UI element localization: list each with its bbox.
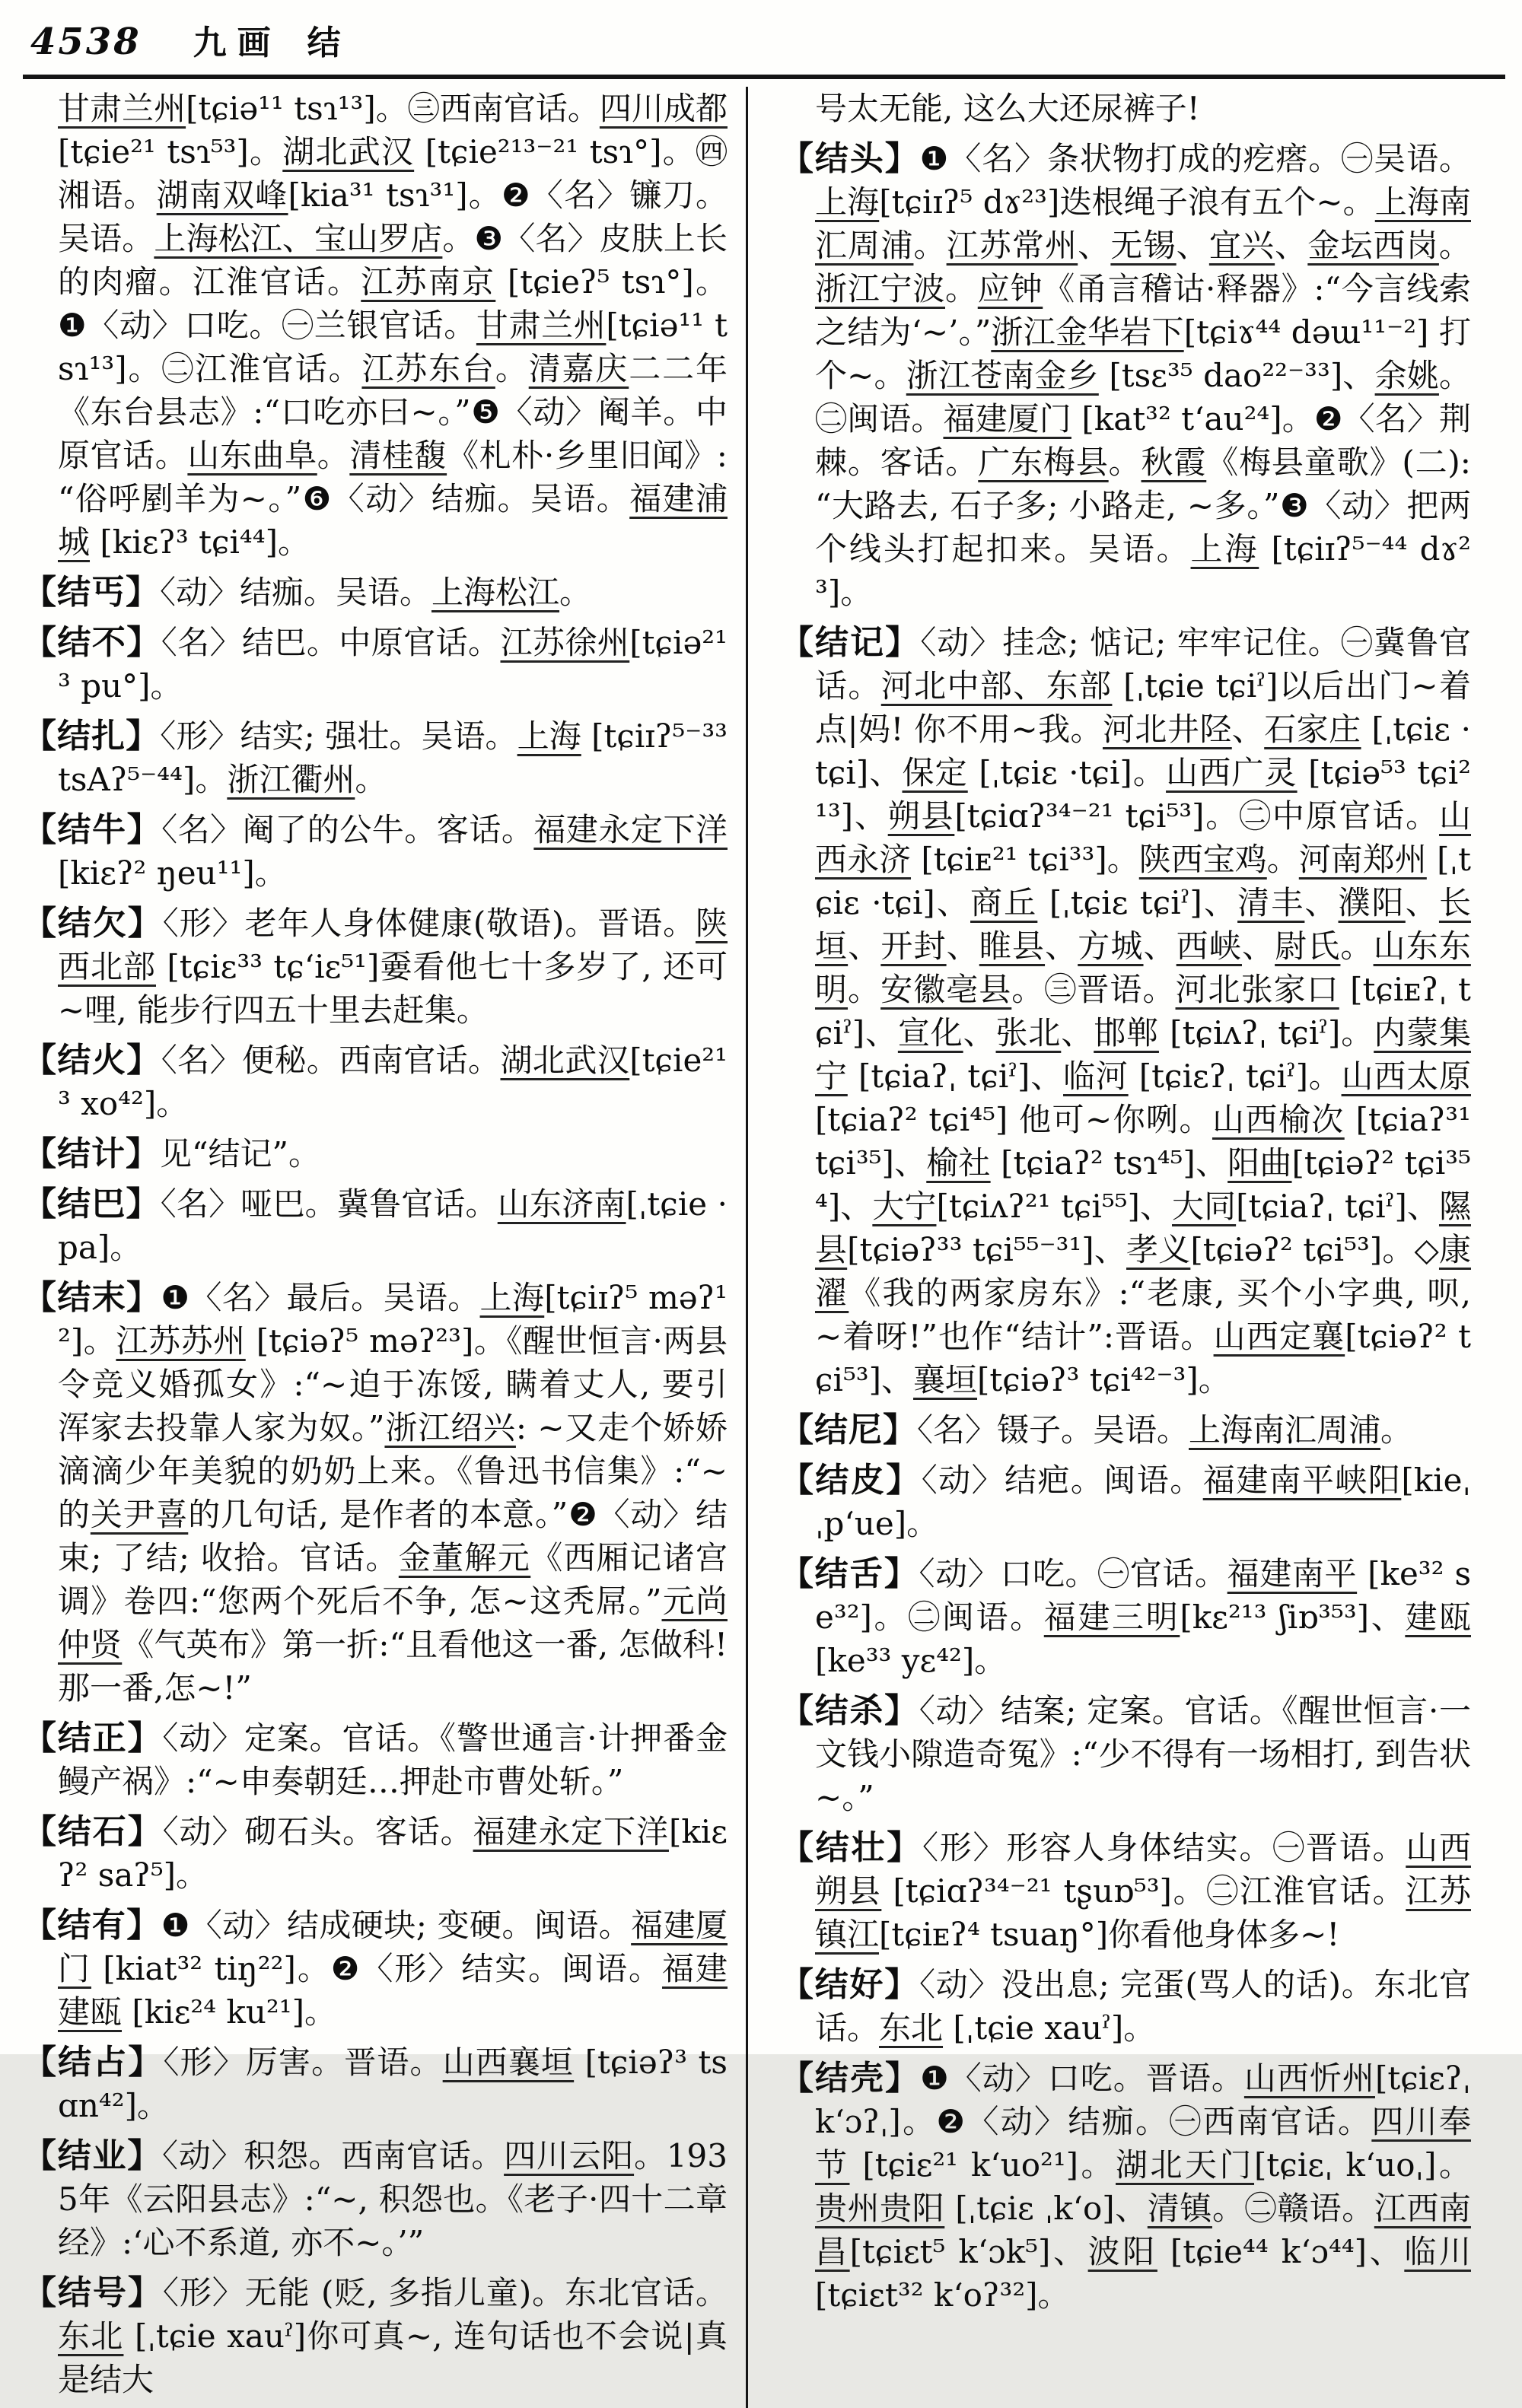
entry-text: 。 — [1438, 227, 1471, 264]
proper-name-underlined: 四川成都 — [599, 90, 728, 127]
entry-headword: 【结计】 — [23, 1134, 160, 1173]
entry-text: [tɕiᴇʔ⁴ tsuaŋ°]你看他身体多~! — [879, 1916, 1340, 1953]
proper-name-underlined: 张北 — [995, 1014, 1062, 1051]
dict-entry — [23, 1716, 728, 1803]
proper-name-underlined: 应钟 — [977, 270, 1043, 307]
entry-text: [tɕiɛʔˌ k‘ɔʔˌ]。❷〈动〉结痂。㊀西南官话。 — [815, 2060, 1471, 2140]
proper-name-underlined: 山西永济 — [815, 797, 1471, 878]
entry-text: [tɕieʔ⁵ tsɿ°]。❶〈动〉口吃。㊀兰银官话。 — [58, 263, 728, 344]
proper-name-underlined: 山东曲阜 — [187, 437, 317, 474]
entry-text: [kieˌ ˌp‘ue]。 — [815, 1462, 1471, 1542]
entry-headword: 【结火】 — [23, 1041, 161, 1080]
proper-name-underlined: 浙江苍南金乡 — [906, 357, 1099, 394]
dict-entry — [780, 621, 1471, 1401]
entry-text: [ˌtɕiɛ ·tɕi]。 — [967, 754, 1167, 791]
dict-entry — [23, 1276, 728, 1710]
proper-name-underlined: 浙江金华岩下 — [991, 313, 1184, 351]
entry-text: 。 — [1266, 841, 1299, 878]
entry-text: 、 — [1405, 884, 1439, 921]
entry-text: [tɕiəʔ² tɕi³⁵⁴]、 — [815, 1144, 1471, 1225]
proper-name-underlined: 河北张家口 — [1175, 971, 1339, 1008]
entry-text: [tɕiɪʔ⁵⁻⁴⁴ dɤ²³]。 — [815, 530, 1471, 611]
entry-text: [tɕiə¹¹ tsɿ¹³]。㊁江淮官话。 — [58, 307, 728, 387]
entry-headword: 【结壳】 — [780, 2059, 921, 2098]
entry-text: 〈动〉挂念; 惦记; 牢牢记住。㊀冀鲁官话。 — [815, 624, 1471, 705]
entry-text: [tɕiɛˌ k‘uoˌ]。 — [1254, 2146, 1471, 2184]
entry-text: 、 — [946, 927, 979, 965]
proper-name-underlined: 孝义 — [1126, 1231, 1191, 1268]
proper-name-underlined: 邯郸 — [1094, 1014, 1159, 1051]
proper-name-underlined: 贵州贵阳 — [815, 2190, 945, 2227]
continuation-paragraph — [23, 87, 728, 564]
entry-text: 。 — [317, 437, 350, 474]
proper-name-underlined: 浙江绍兴 — [384, 1409, 516, 1446]
entry-text: [ke³³ yɛ⁴²]。 — [815, 1642, 1007, 1679]
entry-headword: 【结记】 — [780, 623, 921, 662]
entry-headword: 【结占】 — [23, 2043, 164, 2082]
entry-text: 、 — [1061, 1014, 1094, 1051]
entry-text: [tɕiaʔ³¹ tɕi³⁵]、 — [815, 1101, 1471, 1182]
proper-name-underlined: 甘肃兰州 — [58, 90, 186, 127]
entry-text: [tɕiəʔ³³ tɕi⁵⁵⁻³¹]、 — [847, 1231, 1127, 1268]
entry-text: [kiɛ²⁴ ku²¹]。 — [122, 1993, 336, 2031]
entry-text: 、 — [1275, 227, 1308, 264]
entry-text: 。1935年《云阳县志》:“~, 积怨也。《老子·四十二章经》:‘心不系道, 亦不~。’” — [58, 2137, 728, 2261]
proper-name-underlined: 上海松江、宝山罗店 — [154, 220, 443, 257]
proper-name-underlined: 江苏苏州 — [116, 1322, 246, 1360]
entry-headword: 【结号】 — [23, 2273, 163, 2312]
proper-name-underlined: 福建建瓯 — [58, 1950, 728, 2031]
dict-entry — [780, 1963, 1471, 2050]
proper-name-underlined: 波阳 — [1087, 2233, 1157, 2270]
dict-entry — [780, 1408, 1471, 1452]
entry-headword: 【结头】 — [780, 139, 920, 178]
proper-name-underlined: 临川 — [1404, 2233, 1471, 2270]
entry-text: 。 — [1108, 444, 1142, 481]
proper-name-underlined: 清镇 — [1147, 2190, 1212, 2227]
proper-name-underlined: 山东济南 — [497, 1185, 626, 1223]
entry-text: 。 — [355, 761, 387, 798]
proper-name-underlined: 睢县 — [979, 927, 1046, 965]
entry-text: 、 — [1241, 927, 1275, 965]
entry-text: ❶〈名〉条状物打成的疙瘩。㊀吴语。 — [919, 140, 1472, 177]
entry-text: 〈动〉结痂。吴语。 — [160, 574, 432, 611]
proper-name-underlined: 甘肃兰州 — [476, 307, 607, 344]
entry-text: 《甬言稽诂·释器》:“今言线索之结为‘~’。” — [815, 270, 1471, 351]
entry-text: 、 — [963, 1014, 996, 1051]
entry-text: [ˌtɕiɛ ˌk‘o]、 — [944, 2190, 1148, 2227]
entry-text: [tɕiɪʔ⁵ dɤ²³]迭根绳子浪有五个~。 — [879, 183, 1375, 221]
proper-name-underlined: 浙江衢州 — [227, 761, 355, 798]
proper-name-underlined: 湖南双峰 — [156, 177, 288, 214]
entry-text: [ˌtɕiɛ ·tɕi]、 — [815, 841, 1471, 921]
proper-name-underlined: 山西太原 — [1341, 1058, 1471, 1095]
proper-name-underlined: 福建南平 — [1227, 1555, 1358, 1592]
entry-text: [tɕie²¹ tsɿ⁵³]。 — [58, 133, 283, 170]
proper-name-underlined: 江西南昌 — [815, 2190, 1471, 2270]
entry-text: 。 — [945, 270, 978, 307]
entry-text: 、 — [1176, 227, 1209, 264]
proper-name-underlined: 东北 — [58, 2317, 124, 2355]
entry-text: 〈动〉口吃。㊀官话。 — [919, 1555, 1227, 1592]
entry-text: 〈形〉无能 (贬, 多指儿童)。东北官话。 — [162, 2274, 728, 2311]
entry-text: [ˌtɕiɛ ·tɕi]、 — [815, 711, 1471, 791]
proper-name-underlined: 浙江宁波 — [815, 270, 945, 307]
proper-name-underlined: 西峡 — [1176, 927, 1242, 965]
proper-name-underlined: 四川奉节 — [815, 2103, 1471, 2184]
dict-entry — [780, 2057, 1471, 2317]
proper-name-underlined: 尉氏 — [1275, 927, 1341, 965]
proper-name-underlined: 开封 — [880, 927, 947, 965]
entry-text: [tɕie⁴⁴ k‘ɔ⁴⁴]、 — [1157, 2233, 1405, 2270]
entry-text: 。㊁闽语。 — [815, 357, 1471, 437]
entry-text: [tɕiəʔ⁵ məʔ²³]。《醒世恒言·两县令竞义婚孤女》:“~迫于冻馁, 瞒着丈人, 要引浑家去投靠人家为奴。” — [58, 1322, 728, 1446]
proper-name-underlined: 山西广灵 — [1166, 754, 1298, 791]
proper-name-underlined: 福建浦城 — [58, 480, 728, 561]
dict-entry — [23, 1182, 728, 1269]
stroke-section-label: 九画 — [193, 24, 282, 62]
proper-name-underlined: 保定 — [902, 754, 968, 791]
entry-text: [tɕiɑʔ³⁴⁻²¹ tʂuɒ⁵³]。㊁江淮官话。 — [881, 1872, 1406, 1910]
entry-headword: 【结末】 — [23, 1278, 161, 1317]
entry-text: [tɕiəʔ² tɕi⁵³]。◇ — [1190, 1231, 1439, 1268]
entry-text: 、 — [1304, 884, 1339, 921]
entry-text: [ˌtɕie xauˀ]。 — [943, 2009, 1156, 2047]
entry-headword: 【结扎】 — [23, 717, 161, 755]
entry-text: 。㊂晋语。 — [1011, 971, 1176, 1008]
proper-name-underlined: 福建南平峡阳 — [1202, 1462, 1402, 1499]
dict-entry — [23, 571, 728, 614]
dict-entry — [780, 1689, 1471, 1819]
entry-text: [tɕie²¹³⁻²¹ tsɿ°]。㊃湘语。 — [58, 133, 728, 214]
proper-name-underlined: 大同 — [1172, 1188, 1237, 1225]
entry-text: 〈动〉积怨。西南官话。 — [161, 2137, 505, 2174]
entry-text: [ˌtɕie tɕiˀ]以后出门~着点|妈! 你不用~我。 — [815, 667, 1471, 748]
entry-text: 〈名〉阉了的公牛。客话。 — [161, 811, 534, 848]
entry-text: [tsɛ³⁵ dao²²⁻³³]、 — [1098, 357, 1375, 394]
entry-text: 。 — [913, 227, 947, 264]
proper-name-underlined: 上海南汇周浦 — [1189, 1411, 1381, 1449]
entry-text: [tɕiaʔˌ tɕiˀ]、 — [1236, 1188, 1439, 1225]
proper-name-underlined: 陕西北部 — [58, 905, 728, 985]
entry-text: [tɕiɪʔ⁵ məʔ¹²]。 — [58, 1279, 728, 1360]
entry-text: 〈动〉砌石头。客话。 — [162, 1813, 473, 1850]
proper-name-underlined: 榆社 — [926, 1144, 991, 1182]
left-column — [23, 87, 746, 2408]
entry-text: [tɕiɛt³² k‘oʔ³²]。 — [815, 2276, 1070, 2314]
proper-name-underlined: 山东东明 — [815, 927, 1471, 1008]
proper-name-underlined: 上海 — [517, 717, 581, 755]
proper-name-underlined: 清丰 — [1237, 884, 1305, 921]
entry-text: 〈形〉老年人身体健康(敬语)。晋语。 — [162, 905, 696, 942]
entry-text: [ke³² se³²]。㊁闽语。 — [815, 1555, 1471, 1636]
proper-name-underlined: 襄垣 — [913, 1361, 978, 1398]
entry-text: [tɕiɛ²¹ k‘uo²¹]。 — [849, 2146, 1116, 2184]
page-number: 4538 — [30, 21, 142, 63]
entry-text: 。❸〈名〉皮肤上长的肉瘤。江淮官话。 — [58, 220, 728, 301]
proper-name-underlined: 宜兴 — [1208, 227, 1275, 264]
proper-name-underlined: 秋霞 — [1141, 444, 1207, 481]
entry-text: 〈动〉没出息; 完蛋(骂人的话)。东北官话。 — [815, 1966, 1471, 2047]
proper-name-underlined: 江苏南京 — [361, 263, 496, 301]
entry-text: 《西厢记诸宫调》卷四:“您两个死后不争, 怎~这秃屌。” — [58, 1539, 728, 1620]
entry-text: [tɕiəʔ³ tsɑn⁴²]。 — [58, 2044, 728, 2124]
proper-name-underlined: 河北井陉 — [1102, 711, 1232, 748]
entry-text: 。㊁赣语。 — [1212, 2190, 1374, 2227]
entry-text: [tɕiaʔ² tɕi⁴⁵] 他可~你咧。 — [815, 1101, 1212, 1138]
proper-name-underlined: 上海松江 — [431, 574, 560, 611]
proper-name-underlined: 上海 — [1190, 530, 1259, 568]
dict-entry — [23, 714, 728, 801]
entry-text: 、 — [1078, 227, 1111, 264]
proper-name-underlined: 无锡 — [1110, 227, 1177, 264]
entry-text: [kat³² t‘au²⁴]。❷〈名〉荆棘。客话。 — [815, 400, 1471, 481]
entry-text: 〈动〉定案。官话。《警世通言·计押番金鳗产祸》:“~申奏朝廷…押赴市曹处斩。” — [58, 1719, 728, 1800]
entry-text: 〈名〉哑巴。冀鲁官话。 — [160, 1185, 498, 1223]
proper-name-underlined: 濮阳 — [1338, 884, 1406, 921]
entry-text: 二二年《东台县志》:“口吃亦曰~。”❺〈动〉阉羊。中原官话。 — [58, 350, 728, 474]
entry-text: [tɕiɛ³³ tɕ‘iɛ⁵¹]嫑看他七十多岁了, 还可~哩, 能步行四五十里去赶集。 — [58, 948, 728, 1029]
entry-text: ❶〈动〉结成硬块; 变硬。闽语。 — [161, 1907, 632, 1944]
entry-headword: 【结有】 — [23, 1906, 161, 1945]
proper-name-underlined: 清嘉庆 — [528, 350, 629, 387]
proper-name-underlined: 临河 — [1063, 1058, 1129, 1095]
dict-entry — [780, 1458, 1471, 1545]
dict-entry — [780, 1552, 1471, 1682]
entry-text: [tɕiᴇʔˌ tɕiˀ]、 — [815, 971, 1471, 1051]
dict-entry — [23, 902, 728, 1032]
proper-name-underlined: 金坛西岗 — [1307, 227, 1439, 264]
entry-text: [ˌtɕie xauˀ]你可真~, 连句话也不会说|真是结大 — [58, 2317, 728, 2398]
entry-text: 〈动〉结疤。闽语。 — [921, 1462, 1203, 1499]
proper-name-underlined: 江苏镇江 — [815, 1872, 1471, 1953]
entry-text: [tɕiəʔ² tɕi⁵³]、 — [815, 1318, 1471, 1398]
proper-name-underlined: 上海南汇周浦 — [815, 183, 1471, 264]
proper-name-underlined: 山西朔县 — [815, 1829, 1471, 1910]
proper-name-underlined: 清桂馥 — [349, 437, 447, 474]
entry-text: : ~又走个娇娇滴滴少年美貌的奶奶上来。《鲁迅书信集》:“~的 — [58, 1409, 728, 1533]
entry-headword: 【结好】 — [780, 1965, 920, 2004]
proper-name-underlined: 山西定襄 — [1213, 1318, 1345, 1355]
proper-name-underlined: 内蒙集宁 — [815, 1014, 1471, 1095]
entry-text: 。 — [1340, 927, 1374, 965]
entry-text: [tɕie²¹³ xo⁴²]。 — [58, 1042, 728, 1122]
dict-entry — [23, 808, 728, 895]
entry-text: 见“结记”。 — [160, 1135, 320, 1172]
two-column-body — [23, 87, 1505, 2408]
entry-text: 〈名〉便秘。西南官话。 — [161, 1042, 501, 1079]
entry-text: 。 — [559, 574, 592, 611]
entry-text: 、 — [848, 927, 881, 965]
entry-headword: 【结石】 — [23, 1812, 163, 1851]
dict-entry — [23, 2271, 728, 2401]
entry-text: [ˌtɕiɛ tɕiˀ]、 — [1037, 884, 1238, 921]
entry-text: 。 — [1380, 1411, 1413, 1449]
proper-name-underlined: 阳曲 — [1227, 1144, 1292, 1182]
entry-text: [kiat³² tiŋ²²]。❷〈形〉结实。闽语。 — [91, 1950, 663, 1987]
continuation-paragraph — [780, 87, 1471, 130]
entry-text: 、 — [1045, 927, 1078, 965]
entry-text: [tɕiɪʔ⁵⁻³³ tsAʔ⁵⁻⁴⁴]。 — [58, 717, 728, 798]
proper-name-underlined: 广东梅县 — [978, 444, 1109, 481]
dict-entry — [780, 137, 1471, 614]
proper-name-underlined: 隰县 — [815, 1188, 1471, 1268]
entry-text: 《气英布》第一折:“且看他这一番, 怎做科!那一番,怎~!” — [58, 1626, 728, 1707]
proper-name-underlined: 长垣 — [815, 884, 1471, 965]
proper-name-underlined: 宣化 — [897, 1014, 963, 1051]
proper-name-underlined: 元尚仲贤 — [58, 1583, 728, 1663]
entry-text: [tɕiaʔ² tsɿ⁴⁵]、 — [990, 1144, 1228, 1182]
entry-text: [ˌtɕie ·pa]。 — [58, 1185, 728, 1266]
entry-text: 的几句话, 是作者的本意。”❷〈动〉结束; 了结; 收拾。官话。 — [58, 1496, 728, 1576]
proper-name-underlined: 江苏东台 — [361, 350, 495, 387]
entry-headword: 【结正】 — [23, 1719, 163, 1757]
entry-text: [tɕiə¹¹ tsɿ¹³]。㊂西南官话。 — [186, 90, 600, 127]
entry-text: 〈形〉厉害。晋语。 — [163, 2044, 443, 2081]
entry-headword: 【结尼】 — [780, 1411, 917, 1449]
entry-headword: 【结欠】 — [23, 904, 163, 943]
entry-text: 〈动〉结案; 定案。官话。《醒世恒言·一文钱小隙造奇冤》:“少不得有一场相打, 到告状~。” — [815, 1692, 1472, 1816]
proper-name-underlined: 四川云阳 — [504, 2137, 635, 2174]
proper-name-underlined: 江苏徐州 — [500, 624, 630, 661]
entry-text: [tɕiə²¹³ pu°]。 — [58, 624, 728, 705]
dict-entry — [23, 1132, 728, 1175]
proper-name-underlined: 余姚 — [1374, 357, 1439, 394]
proper-name-underlined: 关尹喜 — [90, 1496, 189, 1533]
proper-name-underlined: 山西襄垣 — [442, 2044, 575, 2081]
proper-name-underlined: 湖北天门 — [1116, 2146, 1255, 2184]
proper-name-underlined: 福建永定下洋 — [533, 811, 728, 848]
entry-text: [tɕiᴇ²¹ tɕi³³]。 — [911, 841, 1139, 878]
entry-text: [tɕiʌʔˌ tɕiˀ]。 — [1158, 1014, 1374, 1051]
entry-text: 、 — [1143, 927, 1177, 965]
entry-text: [tɕiɛt⁵ k‘ɔk⁵]、 — [849, 2233, 1088, 2270]
entry-text: ❶〈名〉最后。吴语。 — [161, 1279, 480, 1316]
entry-text: [tɕiɑʔ³⁴⁻²¹ tɕi⁵³]。㊁中原官话。 — [954, 797, 1439, 835]
entry-text: 号太无能, 这么大还尿裤子! — [815, 90, 1200, 127]
entry-headword: 【结业】 — [23, 2136, 162, 2175]
proper-name-underlined: 河南郑州 — [1298, 841, 1427, 878]
entry-text: 〈名〉结巴。中原官话。 — [161, 624, 501, 661]
entry-text: ❶〈动〉口吃。晋语。 — [920, 2060, 1244, 2097]
entry-text: 《札朴·乡里旧闻》:“俗呼剭羊为~。”❻〈动〉结痂。吴语。 — [58, 437, 728, 517]
proper-name-underlined: 湖北武汉 — [282, 133, 415, 170]
proper-name-underlined: 朔县 — [887, 797, 955, 835]
entry-headword: 【结巴】 — [23, 1185, 161, 1223]
proper-name-underlined: 福建三明 — [1043, 1598, 1180, 1636]
proper-name-underlined: 东北 — [879, 2009, 944, 2047]
entry-text: [tɕiɤ⁴⁴ dəɯ¹¹⁻²] 打个~。 — [815, 313, 1471, 394]
radical-character: 结 — [307, 24, 341, 62]
proper-name-underlined: 安徽亳县 — [880, 971, 1012, 1008]
entry-text: [kia³¹ tsɿ³¹]。❷〈名〉镰刀。吴语。 — [58, 177, 728, 257]
dict-entry — [23, 2041, 728, 2127]
dict-entry — [23, 1039, 728, 1125]
entry-text: 。 — [495, 350, 529, 387]
entry-text: [tɕiaʔˌ tɕiˀ]、 — [847, 1058, 1064, 1095]
right-column — [746, 87, 1471, 2408]
entry-text: 。 — [848, 971, 881, 1008]
page-header — [23, 12, 1505, 79]
entry-text: 《我的两家房东》:“老康, 买个小字典, 呗, ~着呀!”也作“结计”:晋语。 — [815, 1274, 1471, 1355]
entry-headword: 【结舌】 — [780, 1554, 919, 1593]
entry-text: 、 — [1231, 711, 1265, 748]
dict-entry — [23, 1810, 728, 1897]
entry-headword: 【结丐】 — [23, 573, 160, 612]
proper-name-underlined: 河北中部、东部 — [880, 667, 1113, 705]
entry-headword: 【结牛】 — [23, 810, 162, 849]
proper-name-underlined: 江苏常州 — [946, 227, 1078, 264]
proper-name-underlined: 陕西宝鸡 — [1138, 841, 1267, 878]
proper-name-underlined: 山西忻州 — [1243, 2060, 1375, 2097]
entry-text: [kɛ²¹³ ʃiɒ³⁵³]、 — [1180, 1598, 1406, 1636]
entry-text: 〈形〉结实; 强壮。吴语。 — [160, 717, 517, 755]
entry-text: [tɕiɛʔˌ tɕiˀ]。 — [1128, 1058, 1342, 1095]
entry-text: [kiɛʔ² ŋeu¹¹]。 — [58, 854, 287, 892]
proper-name-underlined: 大宁 — [872, 1188, 937, 1225]
entry-text: [kiɛʔ³ tɕi⁴⁴]。 — [90, 523, 310, 561]
proper-name-underlined: 方城 — [1078, 927, 1144, 965]
entry-text: [tɕiʌʔ²¹ tɕi⁵⁵]、 — [936, 1188, 1173, 1225]
proper-name-underlined: 上海 — [479, 1279, 545, 1316]
entry-text: 〈名〉镊子。吴语。 — [917, 1411, 1189, 1449]
dict-entry — [780, 1826, 1471, 1956]
proper-name-underlined: 湖北武汉 — [500, 1042, 630, 1079]
dict-entry — [23, 1904, 728, 2034]
proper-name-underlined: 山西榆次 — [1212, 1101, 1345, 1138]
entry-text: 《梅县童歌》(二):“大路去, 石子多; 小路走, ~多。”❸〈动〉把两个线头打起扣来。吴语。 — [815, 444, 1471, 568]
proper-name-underlined: 建瓯 — [1405, 1598, 1471, 1636]
entry-headword: 【结皮】 — [780, 1461, 922, 1500]
proper-name-underlined: 商丘 — [970, 884, 1038, 921]
proper-name-underlined: 金董解元 — [398, 1539, 531, 1576]
entry-headword: 【结壮】 — [780, 1828, 922, 1867]
proper-name-underlined: 上海 — [815, 183, 880, 221]
proper-name-underlined: 福建厦门 — [943, 400, 1071, 437]
entry-text: [tɕiəʔ³ tɕi⁴²⁻³]。 — [977, 1361, 1231, 1398]
proper-name-underlined: 福建厦门 — [58, 1907, 728, 1987]
entry-text: 〈形〉形容人身体结实。㊀晋语。 — [922, 1829, 1406, 1866]
proper-name-underlined: 福建永定下洋 — [473, 1813, 669, 1850]
entry-headword: 【结不】 — [23, 623, 161, 662]
entry-headword: 【结杀】 — [780, 1691, 919, 1730]
entry-text: [kiɛʔ² saʔ⁵]。 — [58, 1813, 728, 1894]
proper-name-underlined: 康濯 — [815, 1231, 1471, 1312]
entry-text: [tɕiə⁵³ tɕi²¹³]、 — [815, 754, 1471, 835]
dict-entry — [23, 2134, 728, 2264]
dict-entry — [23, 621, 728, 708]
proper-name-underlined: 石家庄 — [1264, 711, 1361, 748]
